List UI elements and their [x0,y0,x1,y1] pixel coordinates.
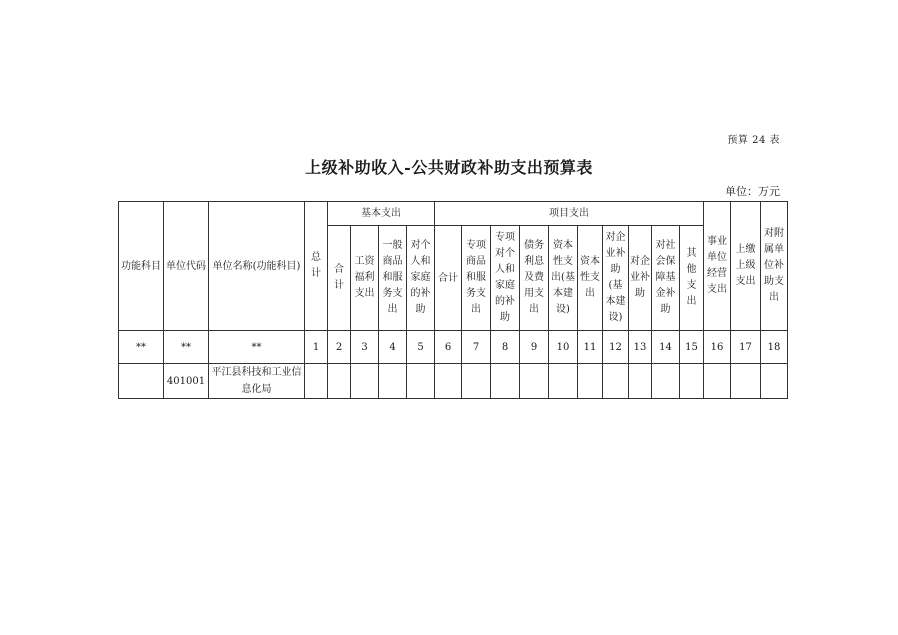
index-cell: 14 [652,331,680,364]
header-project-capital-basic-text: 资本性支出(基本建设) [551,240,575,315]
cell-project-enterprise-basic [603,364,629,399]
index-cell: 18 [761,331,788,364]
header-basic-family-text: 对个人和家庭的补助 [410,240,431,315]
page-title: 上级补助收入-公共财政补助支出预算表 [305,158,593,177]
cell-basic-wage [351,364,379,399]
header-func-subject: 功能科目 [119,202,164,331]
cell-total [305,364,328,399]
index-cell: 5 [407,331,435,364]
index-cell: 11 [578,331,603,364]
cell-unit-code: 401001 [164,364,209,399]
header-business-expenditure [704,202,731,331]
header-project-debt [520,226,549,331]
header-project-total-text: 合计 [438,272,458,284]
index-cell: 2 [328,331,351,364]
unit-label: 单位：万元 [725,185,780,198]
header-basic-wage [351,226,379,331]
header-upper-payment [731,202,761,331]
index-cell: 9 [520,331,549,364]
cell-project-total [435,364,462,399]
header-project-expenditure: 项目支出 [435,202,704,226]
index-cell: 6 [435,331,462,364]
header-business-text: 事业单位经营支出 [707,236,727,295]
cell-func-subject [119,364,164,399]
index-cell: ** [209,331,305,364]
header-project-capital-text: 资本性支出 [580,256,600,299]
header-total-text: 总计 [311,252,321,279]
header-basic-family [407,226,435,331]
index-cell: 8 [491,331,520,364]
header-project-enterprise-basic-text: 对企业补助(基本建设) [605,232,626,323]
header-affiliated-subsidy [761,202,788,331]
cell-upper [731,364,761,399]
header-unit-code: 单位代码 [164,202,209,331]
header-project-enterprise-basic [603,226,629,331]
header-project-family-text: 专项对个人和家庭的补助 [495,232,515,323]
header-project-other-text: 其他支出 [686,248,697,307]
header-basic-goods-text: 一般商品和服务支出 [382,240,403,315]
table-row [119,364,788,399]
header-upper-text: 上缴上级支出 [735,244,756,287]
cell-project-social [652,364,680,399]
index-cell: 16 [704,331,731,364]
header-basic-wage-text: 工资福利支出 [354,256,375,299]
index-cell: 7 [462,331,491,364]
header-project-enterprise-text: 对企业补助 [630,256,650,299]
index-cell: ** [119,331,164,364]
header-affiliated-text: 对附属单位补助支出 [764,228,784,303]
cell-project-other [680,364,704,399]
cell-unit-name: 平江县科技和工业信息化局 [209,364,305,399]
index-cell: 17 [731,331,761,364]
cell-business [704,364,731,399]
header-basic-expenditure: 基本支出 [328,202,435,226]
index-cell: 4 [379,331,407,364]
header-basic-total-text: 合计 [334,264,344,291]
index-cell: 10 [549,331,578,364]
index-cell: 15 [680,331,704,364]
index-cell: 3 [351,331,379,364]
index-cell: 13 [629,331,652,364]
cell-basic-family [407,364,435,399]
index-cell: 1 [305,331,328,364]
header-project-other [680,226,704,331]
header-basic-goods [379,226,407,331]
cell-project-capital-basic [549,364,578,399]
header-total [305,202,328,331]
header-project-debt-text: 债务利息及费用支出 [524,240,544,315]
header-basic-total [328,226,351,331]
cell-basic-total [328,364,351,399]
header-unit-name: 单位名称(功能科目) [209,202,305,331]
header-project-goods-text: 专项商品和服务支出 [466,240,486,315]
header-project-capital-basic [549,226,578,331]
cell-project-enterprise [629,364,652,399]
cell-project-debt [520,364,549,399]
header-project-social-text: 对社会保障基金补助 [655,240,676,315]
budget-table [118,201,788,399]
header-project-family [491,226,520,331]
form-number: 预算 24 表 [727,135,780,146]
header-project-enterprise [629,226,652,331]
header-project-social [652,226,680,331]
header-project-goods [462,226,491,331]
header-project-capital [578,226,603,331]
cell-project-family [491,364,520,399]
index-cell: 12 [603,331,629,364]
cell-project-capital [578,364,603,399]
cell-basic-goods [379,364,407,399]
cell-project-goods [462,364,491,399]
index-row [119,331,788,364]
index-cell: ** [164,331,209,364]
header-project-total [435,226,462,331]
cell-affiliated [761,364,788,399]
